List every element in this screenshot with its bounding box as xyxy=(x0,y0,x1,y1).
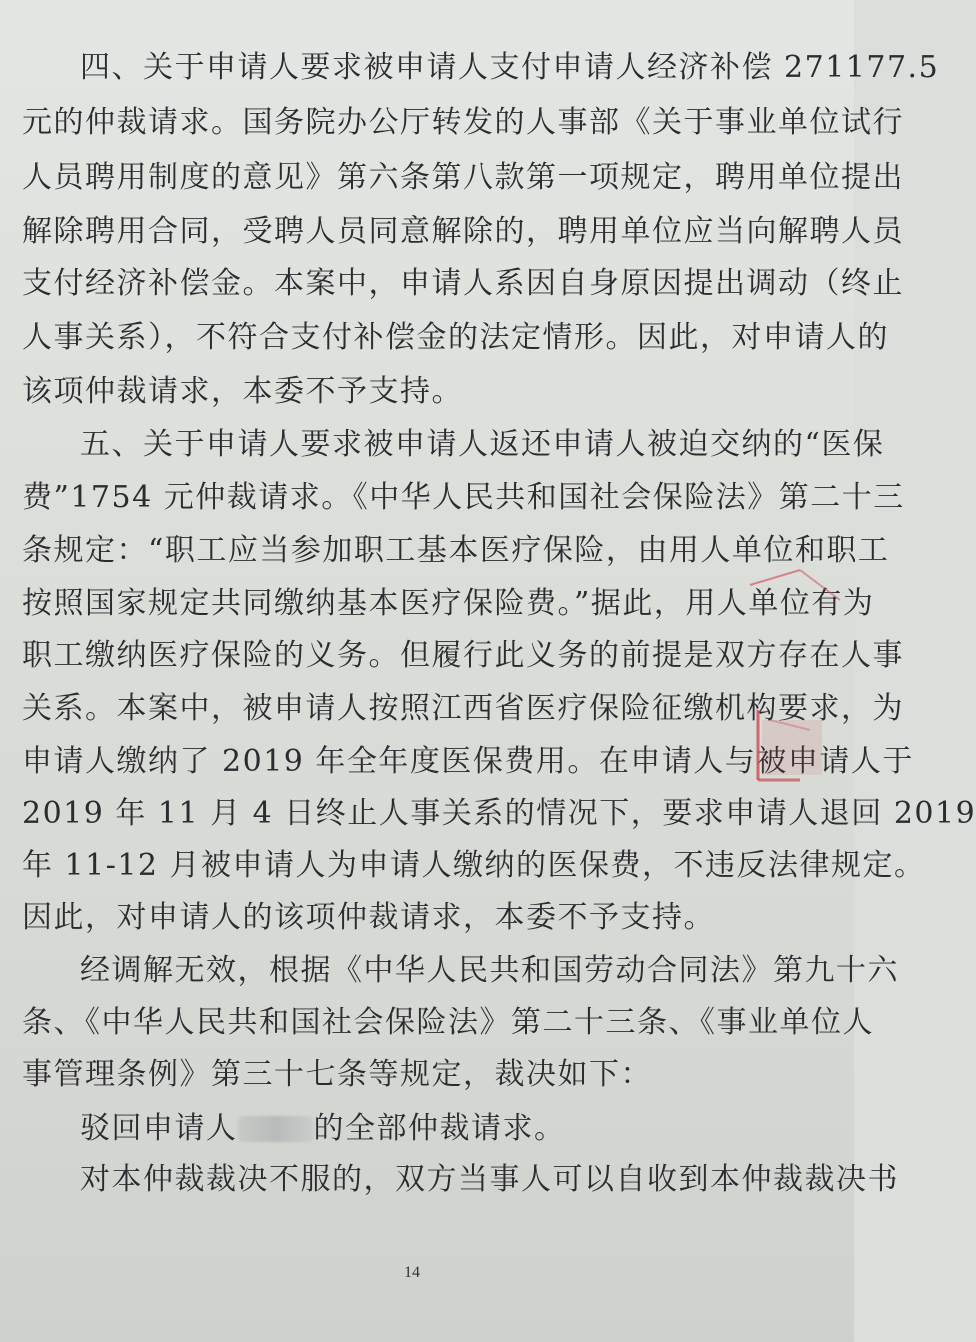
text-line: 关系。本案中，被申请人按照江西省医疗保险征缴机构要求，为 xyxy=(22,691,904,726)
text-line: 事管理条例》第三十七条等规定，裁决如下： xyxy=(22,1057,652,1092)
text-line: 年 11-12 月被申请人为申请人缴纳的医保费，不违反法律规定。 xyxy=(22,848,926,883)
text-line: 该项仲裁请求，本委不予支持。 xyxy=(22,374,463,409)
text-line: 对本仲裁裁决不服的，双方当事人可以自收到本仲裁裁决书 xyxy=(80,1162,899,1197)
ruling-prefix: 驳回申请人 xyxy=(80,1111,238,1146)
text-line: 支付经济补偿金。本案中，申请人系因自身原因提出调动（终止 xyxy=(22,266,904,301)
page-number: 14 xyxy=(404,1264,420,1281)
text-line: 申请人缴纳了 2019 年全年度医保费用。在申请人与被申请人于 xyxy=(22,744,914,779)
text-line: 费”1754 元仲裁请求。《中华人民共和国社会保险法》第二十三 xyxy=(22,480,905,515)
ruling-suffix: 的全部仲裁请求。 xyxy=(313,1111,566,1146)
text-line: 条、《中华人民共和国社会保险法》第二十三条、《事业单位人 xyxy=(22,1005,874,1040)
ruling-line xyxy=(80,1109,566,1149)
text-line: 元的仲裁请求。国务院办公厅转发的人事部《关于事业单位试行 xyxy=(22,105,904,140)
redacted-name xyxy=(238,1116,314,1142)
text-line: 按照国家规定共同缴纳基本医疗保险费。”据此，用人单位有为 xyxy=(22,586,875,621)
text-line: 人事关系），不符合支付补偿金的法定情形。因此，对申请人的 xyxy=(22,320,889,355)
text-line: 因此，对申请人的该项仲裁请求，本委不予支持。 xyxy=(22,900,715,935)
text-line: 职工缴纳医疗保险的义务。但履行此义务的前提是双方存在人事 xyxy=(22,638,904,673)
text-line: 经调解无效，根据《中华人民共和国劳动合同法》第九十六 xyxy=(80,953,899,988)
text-line: 条规定：“职工应当参加职工基本医疗保险，由用人单位和职工 xyxy=(22,533,890,568)
text-line: 四、关于申请人要求被申请人支付申请人经济补偿 271177.5 xyxy=(80,50,940,85)
text-line: 2019 年 11 月 4 日终止人事关系的情况下，要求申请人退回 2019 xyxy=(22,796,976,831)
text-line: 人员聘用制度的意见》第六条第八款第一项规定，聘用单位提出 xyxy=(22,160,904,195)
text-line: 解除聘用合同，受聘人员同意解除的，聘用单位应当向解聘人员 xyxy=(22,214,904,249)
text-line: 五、关于申请人要求被申请人返还申请人被迫交纳的“医保 xyxy=(80,427,885,462)
